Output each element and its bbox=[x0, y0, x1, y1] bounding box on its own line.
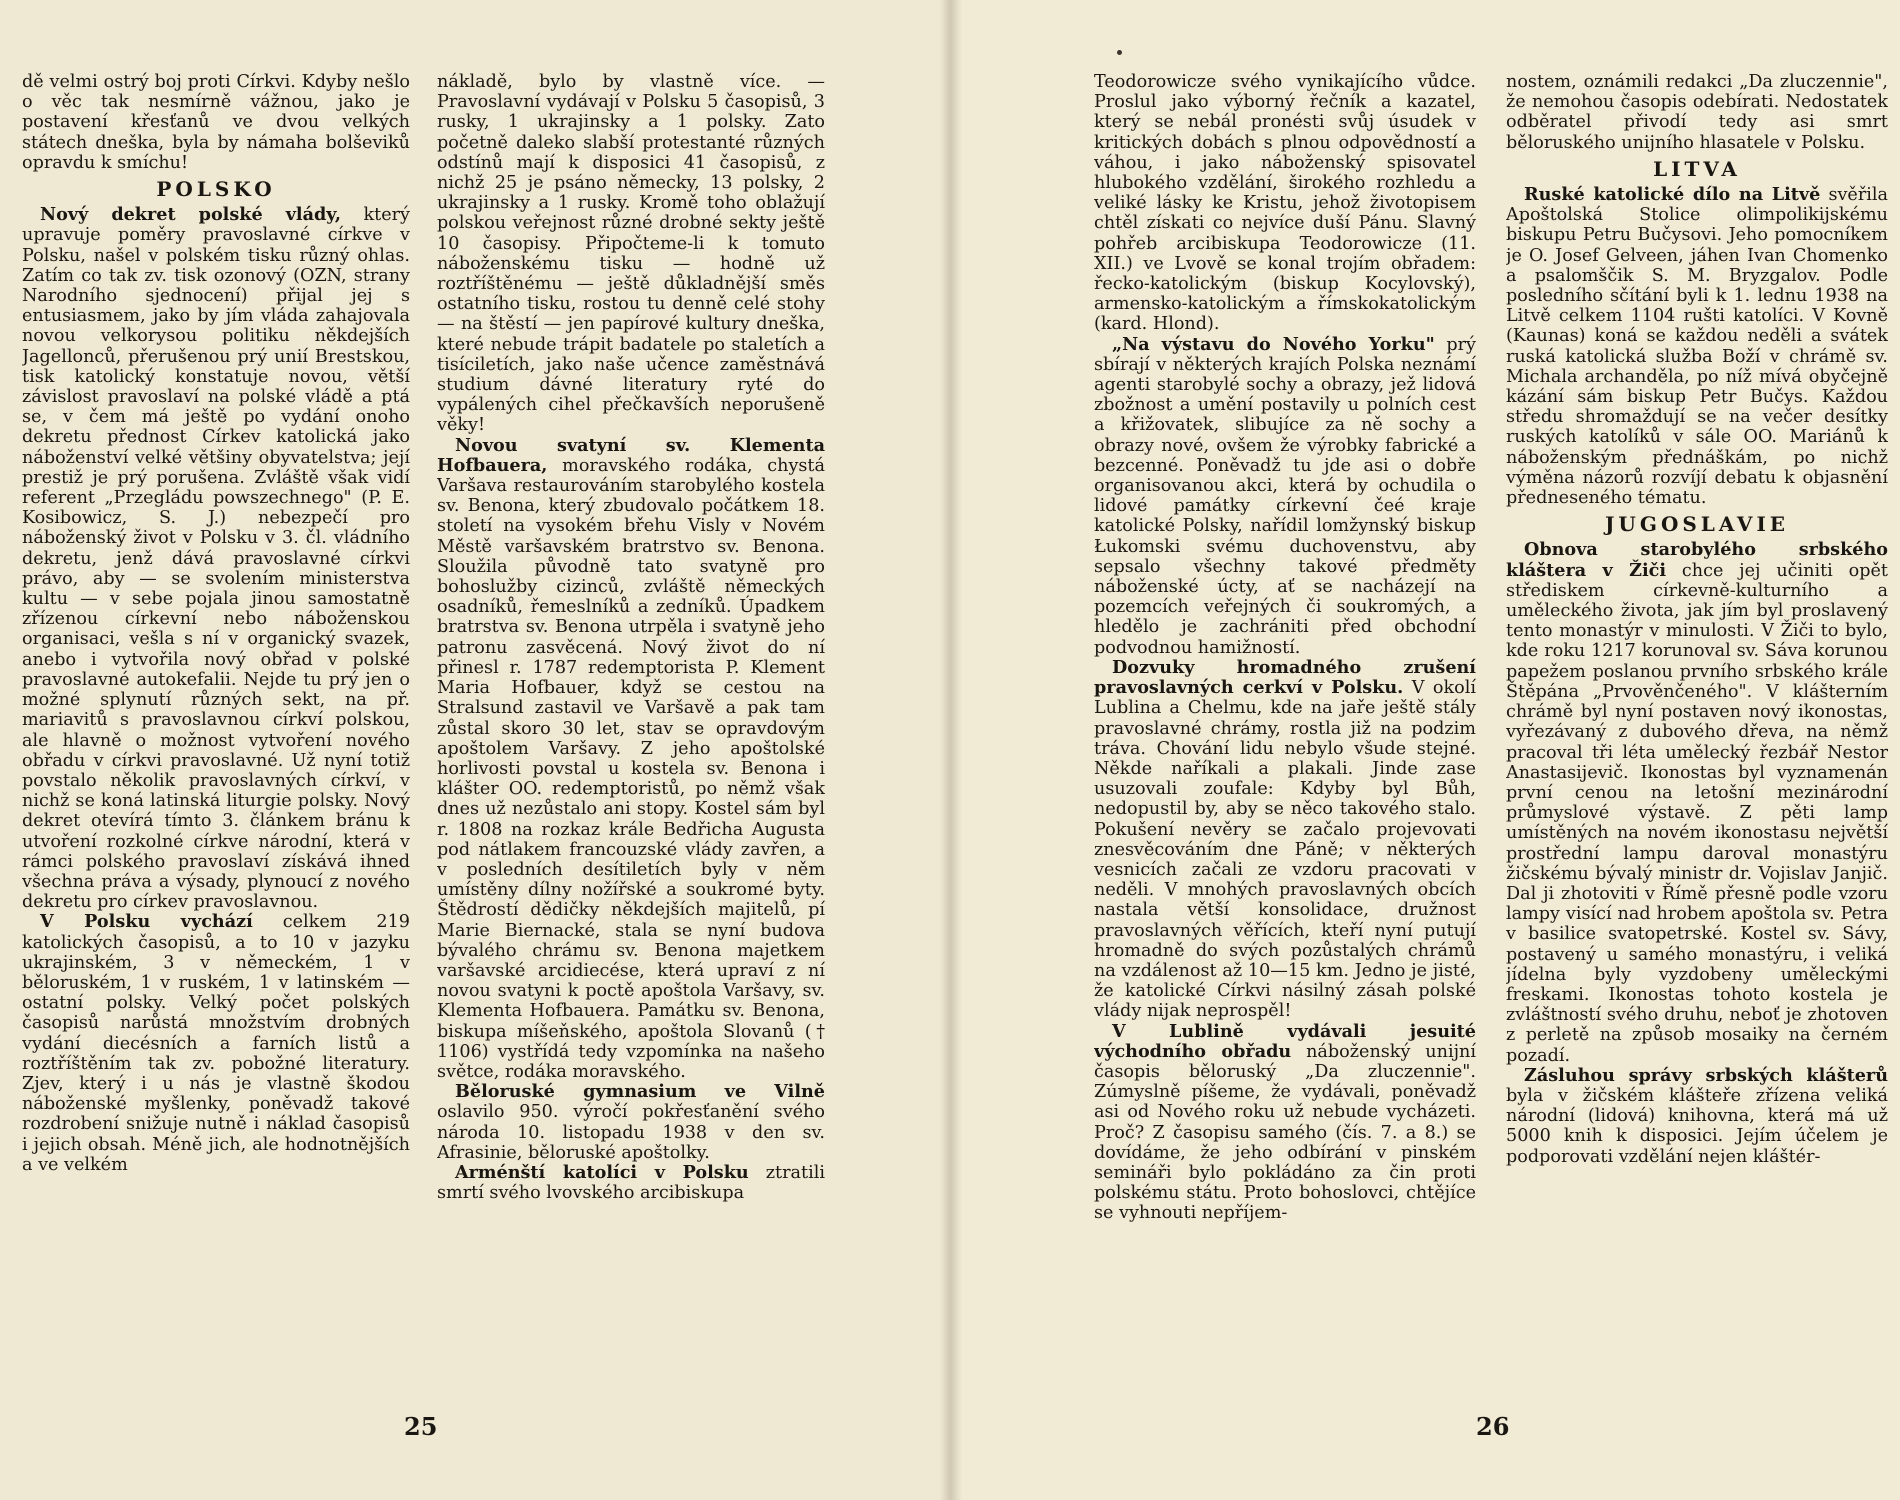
paragraph-lead: Běloruské gymnasium ve Vilně bbox=[455, 1081, 825, 1103]
right-page-column-1 bbox=[1094, 72, 1476, 1362]
paragraph-text: ztratili smrtí svého lvovského arcibiskupa bbox=[437, 1162, 825, 1204]
left-page-column-1 bbox=[22, 72, 410, 1362]
right-page bbox=[950, 0, 1900, 1500]
paragraph-lead: „Na výstavu do Nového Yorku" bbox=[1112, 333, 1435, 355]
paragraph-text: svěřila Apoštolská Stolice olimpolikijskému biskupu Petru Bučysovi. Jeho pomocníkem je O. Josef Gelveen, jáhen Ivan Chomenko a psalomščik S. M. Bryzgalov. Podle posledního sčítání byli k 1. lednu 1938 na Litvě celkem 1104 rušti katolíci. V Kovně (Kaunas) koná se každou neděli a svátek ruská katolická služba Boží v chrámě sv. Michala archanděla, po níž mívá obyčejně kázání sám biskup Petr Bučys. Každou středu shromaždují se na večer desítky ruských katolíků v sále OO. Mariánů k náboženským přednáškám, po nichž výměna názorů rozvíjí debatu k objasnění předneseného tématu. bbox=[1506, 185, 1888, 509]
paragraph: dě velmi ostrý boj proti Církvi. Kdyby nešlo o věc tak nesmírně vážnou, jako je postavení křesťanů ve dvou velkých státech dneška, byla by námaha bolševiků opravdu k smíchu! bbox=[22, 72, 410, 173]
paragraph-text: oslavilo 950. výročí pokřesťanění svého národa 10. listopadu 1938 v den sv. Afrasinie, běloruské apoštolky. bbox=[437, 1102, 825, 1163]
paragraph bbox=[1094, 335, 1476, 658]
paragraph: nákladě, bylo by vlastně více. — Pravoslavní vydávají v Polsku 5 časopisů, 3 rusky, 1 ukrajinsky a 1 polsky. Zato početně daleko slabší protestanté různých odstínů mají k disposici 41 časopisů, z nichž 25 je psáno německy, 13 polsky, 2 ukrajinsky a 1 rusky. Kromě toho oblažují polskou veřejnost různé drobné sekty ještě 10 časopisy. Připočteme-li k tomuto náboženskému tisku — hodně už roztříštěnému — ještě důkladnější směs ostatního tisku, rostou tu denně celé stohy — na štěstí — jen papírové kultury dneška, které nebude trápit badatele po staletích a tisíciletích, jako naše učence zaměstnává studium dávné literatury ryté do vypálených cihel přečkavších neporušeně věky! bbox=[437, 72, 825, 436]
paragraph-text: V okolí Lublina a Chelmu, kde na jaře ještě stály pravoslavné chrámy, rostla již na podzim tráva. Chování lidu nebylo všude stejné. Někde naříkali a plakali. Jinde zase usuzovali zoufale: Kdyby byl Bůh, nedopustil by, aby se něco takového stalo. Pokušení nevěry se začalo projevovati znesvěcováním dne Páně; v některých vesnicích začali ze vzdoru pracovati v neděli. V mnohých pravoslavných obcích nastala větší konsolidace, družnost pravoslavných věřících, kteří nyní putují hromadně do svých pozůstalých chrámů na vzdálenost až 10—15 km. Jedno je jisté, že katolické Církvi násilný zásah polské vlády nijak neprospěl! bbox=[1094, 678, 1476, 1022]
paragraph bbox=[1506, 1066, 1888, 1167]
paragraph bbox=[1094, 658, 1476, 1022]
paragraph-text: který upravuje poměry pravoslavné církve v Polsku, našel v polském tisku různý ohlas. Zatím co tak zv. tisk ozonový (OZN, strany Narodního sjednocení) přijal jej s entusiasmem, jako by jím vláda zahajovala novou velkorysou politiku někdejších Jagellonců, přerušenou prý unií Brestskou, tisk katolický konstatuje novou, větší závislost pravoslaví na polské vládě a ptá se, v čem má ještě po vydání onoho dekretu přednost Církev katolická jako náboženství velké většiny obyvatelstva; její prestiž je prý porušena. Zvláště však vidí referent „Przegládu powszechnego" (P. E. Kosibowicz, S. J.) nebezpečí pro náboženský život v Polsku v 3. čl. vládního dekretu, jenž dává pravoslavné církvi právo, aby — se svolením ministerstva kultu — v sebe pojala jinou samostatně zřízenou církevní nebo náboženskou organisaci, vešla s ní v organický svazek, anebo i vytvořila nový obřad v polské pravoslavné autokefalii. Nejde tu prý jen o možné splynutí různých sekt, na př. mariavitů s pravoslavnou církví polskou, ale hlavně o možnost vytvoření nového obřadu v církvi pravoslavné. Už nyní totiž povstalo několik pravoslavných církví, v nichž se koná latinská liturgie polsky. Nový dekret otevírá tímto 3. článkem bránu k utvoření rozkolné církve národní, která v rámci polského pravoslaví získává ihned všechna práva a výsady, plynoucí z nového dekretu pro církev pravoslavnou. bbox=[22, 205, 410, 913]
paragraph-lead: Dozvuky hromadného zrušení pravoslavných cerkví v Polsku. bbox=[1094, 656, 1476, 699]
paragraph bbox=[437, 1163, 825, 1203]
paragraph-lead: Obnova starobylého srbského kláštera v Žiči bbox=[1506, 539, 1888, 581]
book-gutter bbox=[940, 0, 962, 1500]
page-number-left: 25 bbox=[404, 1412, 438, 1441]
right-page-column-2 bbox=[1506, 72, 1888, 1362]
section-heading-litva: LITVA bbox=[1653, 156, 1741, 181]
paragraph bbox=[437, 436, 825, 1083]
paragraph-lead: Zásluhou správy srbských klášterů bbox=[1524, 1064, 1888, 1086]
paragraph: Teodorowicze svého vynikajícího vůdce. Proslul jako výborný řečník a kazatel, který se nebál pronésti svůj úsudek v kritických dobách s plnou odpovědností a váhou, i jako náboženský spisovatel hlubokého vzdělání, širokého rozhledu a veliké lásky ke Kristu, jehož životopisem chtěl získati co nejvíce duší Pánu. Slavný pohřeb arcibiskupa Teodorowicze (11. XII.) ve Lvově se konal trojím obřadem: řecko-katolickým (biskup Kocylovský), armensko-katolickým a římskokatolickým (kard. Hlond). bbox=[1094, 72, 1476, 335]
paragraph-lead: Ruské katolické dílo na Litvě bbox=[1524, 184, 1821, 206]
section-heading-jugoslavie: JUGOSLAVIE bbox=[1604, 512, 1790, 537]
paragraph bbox=[1506, 185, 1888, 508]
paragraph bbox=[437, 1082, 825, 1163]
paragraph-text: prý sbírají v některých krajích Polska neznámí agenti starobylé sochy a obrazy, jež lidová zbožnost a umění postavily u polních cest a křižovatek, slibujíce za ně sochy a obrazy nové, ovšem že výrobky fabrické a bezcenné. Poněvadž tu jde asi o dobře organisovanou akci, která by ochudila o lidové památky církevní čeé kraje katolické Polsky, nařídil lomžynský biskup Łukomski svému duchovenstvu, aby sepsalo všechny takové předměty náboženské úcty, ať se nacházejí na pozemcích veřejných či soukromých, a hledělo je zachrániti před obchodní podvodnou hamižností. bbox=[1094, 334, 1476, 658]
paragraph-text: moravského rodáka, chystá Varšava restaurováním starobylého kostela sv. Benona, který zbudovalo počátkem 18. století na vysokém břehu Visly v Novém Městě varšavském bratrstvo sv. Benona. Sloužila původně tato svatyně pro bohoslužby cizinců, zvláště německých osadníků, řemeslníků a zedníků. Úpadkem bratrstva sv. Benona utrpěla i svatyně jeho patronu zasvěcená. Nový život do ní přinesl r. 1787 redemptorista P. Klement Maria Hofbauer, když se cestou na Stralsund zastavil ve Varšavě a pak tam zůstal skoro 30 let, stav se opravdovým apoštolem Varšavy. Z jeho apoštolské horlivosti povstal u kostela sv. Benona i klášter OO. redemptoristů, po němž však dnes už nezůstalo ani stopy. Kostel sám byl r. 1808 na rozkaz krále Bedřicha Augusta pod nátlakem francouzské vlády zavřen, a v posledních desítiletích byly v něm umístěny dílny nožířské a soukromé byty. Štědrostí dědičky někdejších majitelů, pí Marie Biernacké, stala se nyní budova bývalého chrámu sv. Benona majetkem varšavské arcidiecése, která upraví z ní novou svatyni k poctě apoštola Varšavy, sv. Klementa Hofbauera. Památku sv. Benona, biskupa míšeňského, apoštola Slovanů († 1106) vystřídá tedy vzpomínka na našeho světce, rodáka moravského. bbox=[437, 455, 825, 1082]
paragraph bbox=[22, 912, 410, 1175]
left-page-column-2 bbox=[437, 72, 825, 1362]
paragraph bbox=[1094, 1022, 1476, 1224]
ink-speck bbox=[1117, 50, 1122, 55]
paragraph bbox=[1506, 540, 1888, 1065]
paragraph-text: náboženský unijní časopis běloruský „Da zluczennie". Zúmyslně píšeme, že vydávali, poněvadž asi od Nového roku už nebude vycházeti. Proč? Z časopisu samého (čís. 7. a 8.) se dovídáme, že jeho odbírání v pinském semináři bylo pokládáno za čin proti polskému státu. Proto bohoslovci, chtějíce se vyhnouti nepříjem- bbox=[1094, 1041, 1476, 1224]
paragraph-text: celkem 219 katolických časopisů, a to 10 v jazyku ukrajinském, 3 v německém, 1 v běloruském, 1 v ruském, 1 v latinském — ostatní polsky. Velký počet polských časopisů narůstá množstvím drobných vydání diecésních a farních listů a roztříštěním tak zv. pobožné literatury. Zjev, který i u nás je vlastně škodou náboženské myšlenky, poněvadž takové rozdrobení snižuje nutně i náklad časopisů i jejich obsah. Méně jich, ale hodnotnějších a ve velkém bbox=[22, 912, 410, 1175]
paragraph-text: chce jej učiniti opět střediskem církevně-kulturního a uměleckého života, jak jím byl proslavený tento monastýr v minulosti. V Žiči to bylo, kde roku 1217 korunoval sv. Sáva korunou papežem poslanou prvního srbského krále Štěpána „Prvověnčeného". V klášterním chrámě byl nyní postaven nový ikonostas, vyřezávaný z dubového dřeva, na němž pracoval tři léta umělecký řezbář Nestor Anastasijevič. Ikonostas byl vyznamenán první cenou na letošní mezinárodní průmyslové výstavě. Z pěti lamp umístěných na novém ikonostasu největší prostřední lampu daroval monastýru žičskému bývalý ministr dr. Vojislav Janjič. Dal ji zhotoviti v Římě přesně podle vzoru lampy visící nad hrobem apoštola sv. Petra v basilice svatopetrské. Kostel sv. Sávy, postavený u samého monastýru, i veliká jídelna byly vyzdobeny uměleckými freskami. Ikonostas tohoto kostela je zvláštností svého druhu, neboť je zhotoven z perletě na způsob mosaiky na černém pozadí. bbox=[1506, 560, 1888, 1066]
paragraph-lead: V Lublině vydávali jesuité východního obřadu bbox=[1094, 1020, 1476, 1062]
section-heading-polsko: POLSKO bbox=[156, 177, 276, 202]
paragraph-lead: V Polsku vychází bbox=[40, 911, 253, 933]
paragraph bbox=[22, 205, 410, 912]
paragraph-lead: Nový dekret polské vlády, bbox=[40, 204, 341, 226]
paragraph-lead: Novou svatyní sv. Klementa Hofbauera, bbox=[437, 434, 825, 476]
paragraph: nostem, oznámili redakci „Da zluczennie", že nemohou časopis odebírati. Nedostatek odběratel přivodí tedy asi smrt běloruského unijního hlasatele v Polsku. bbox=[1506, 72, 1888, 153]
paragraph-text: byla v žičském klášteře zřízena veliká národní (lidová) knihovna, která má už 5000 knih k disposici. Jejím účelem je podporovati vzdělání nejen kláštér- bbox=[1506, 1085, 1888, 1167]
paragraph-lead: Arménští katolíci v Polsku bbox=[455, 1161, 749, 1183]
page-number-right: 26 bbox=[1476, 1412, 1510, 1441]
